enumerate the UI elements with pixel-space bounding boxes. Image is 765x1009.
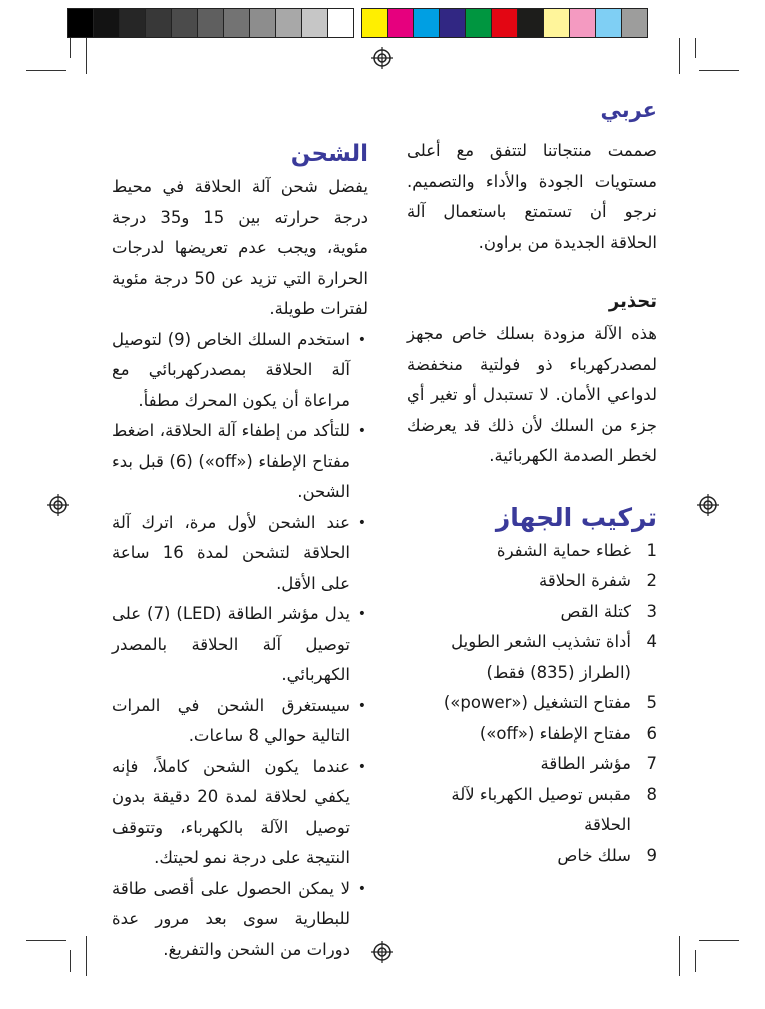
process-swatch (465, 8, 492, 38)
process-swatch (569, 8, 596, 38)
crop-mark (679, 936, 680, 976)
process-swatch (387, 8, 414, 38)
item-number: 8 (646, 784, 657, 804)
list-item (112, 416, 368, 508)
list-item (407, 749, 657, 780)
item-label: سلك خاص (557, 845, 631, 865)
process-swatch (621, 8, 648, 38)
bullet-text: للتأكد من إطفاء آلة الحلاقة، اضغط مفتاح الإطفاء («off») (6) قبل بدء الشحن. (112, 421, 351, 501)
process-swatch (361, 8, 388, 38)
crop-mark (699, 940, 739, 941)
list-item (407, 780, 657, 841)
item-number: 1 (646, 540, 657, 560)
crop-mark (86, 38, 87, 74)
bullet-icon: • (357, 758, 366, 775)
item-label: أداة تشذيب الشعر الطويل (الطراز (835) فقط) (451, 632, 631, 682)
parts-list (407, 536, 657, 872)
gray-swatch (275, 8, 302, 38)
item-label: غطاء حماية الشفرة (496, 540, 631, 560)
bullet-text: لا يمكن الحصول على أقصى طاقة للبطارية سوى بعد مرور عدة دورات من الشحن والتفريغ. (112, 878, 350, 959)
list-item (407, 719, 657, 750)
process-swatch (413, 8, 440, 38)
charging-bullets (112, 325, 368, 966)
list-item (112, 325, 368, 417)
gray-swatch (197, 8, 224, 38)
item-number: 9 (646, 845, 657, 865)
crop-mark (86, 936, 87, 976)
bullet-icon: • (357, 514, 366, 531)
warning-title: تحذير (608, 291, 657, 312)
registration-mark-icon (371, 47, 393, 69)
item-label: مفتاح التشغيل («power») (443, 693, 631, 712)
item-number: 2 (646, 571, 657, 590)
item-label: مقبس توصيل الكهرباء لآلة الحلاقة (451, 784, 631, 834)
gray-swatch (67, 8, 94, 38)
bullet-text: عند الشحن لأول مرة، اترك آلة الحلاقة لتشحن لمدة 16 ساعة على الأقل. (112, 512, 350, 593)
bullet-icon: • (357, 606, 366, 622)
item-number: 3 (646, 601, 657, 621)
crop-mark (70, 950, 71, 972)
process-swatch (595, 8, 622, 38)
list-item (112, 599, 368, 691)
crop-mark (26, 70, 66, 71)
gray-swatch (249, 8, 276, 38)
list-item (407, 566, 657, 597)
registration-mark-icon (697, 494, 719, 516)
list-item (407, 536, 657, 567)
color-calibration-bar (68, 8, 648, 38)
process-swatch (439, 8, 466, 38)
item-label: مفتاح الإطفاء («off») (479, 723, 631, 743)
right-column (407, 136, 657, 871)
item-number: 5 (646, 693, 657, 712)
crop-mark (70, 38, 71, 58)
bullet-icon: • (357, 423, 366, 439)
list-item (407, 627, 657, 688)
bullet-text: عندما يكون الشحن كاملاً، فإنه يكفي لحلاقة لمدة 20 دقيقة بدون توصيل الآلة بالكهرباء، وتتوقف النتيجة على درجة نمو لحيتك. (112, 756, 350, 867)
bullet-text: يدل مؤشر الطاقة (LED) (7) على توصيل آلة الحلاقة بالمصدر الكهربائي. (112, 604, 350, 684)
process-swatch (517, 8, 544, 38)
item-label: شفرة الحلاقة (538, 571, 631, 590)
item-number: 7 (646, 754, 657, 773)
list-item (112, 691, 368, 752)
gray-swatch (171, 8, 198, 38)
list-item (407, 597, 657, 628)
crop-mark (699, 70, 739, 71)
gray-swatch (145, 8, 172, 38)
process-swatch (543, 8, 570, 38)
language-label: عربي (600, 98, 657, 122)
registration-mark-icon (47, 494, 69, 516)
intro-text: صممت منتجاتنا لتتفق مع أعلى مستويات الجودة والأداء والتصميم. نرجو أن تستمتع باستعمال آلة الحلاقة الجديدة من براون. (407, 141, 657, 252)
list-item (112, 508, 368, 600)
bullet-text: استخدم السلك الخاص (9) لتوصيل آلة الحلاقة بمصدركهربائي مع مراعاة أن يكون المحرك مطفأ. (112, 329, 350, 410)
list-item (407, 841, 657, 872)
warning-text: هذه الآلة مزودة بسلك خاص مجهز لمصدركهرباء ذو فولتية منخفضة لدواعي الأمان. لا تستبدل أو تغير أي جزء من السلك لأن ذلك قد يعرضك لخطر الصدمة الكهربائية. (407, 324, 657, 465)
charging-title: الشحن (290, 141, 368, 167)
left-column (112, 136, 368, 965)
gray-swatch (301, 8, 328, 38)
crop-mark (26, 940, 66, 941)
item-number: 6 (646, 723, 657, 743)
process-swatch (491, 8, 518, 38)
gray-swatch (327, 8, 354, 38)
bullet-text: سيستغرق الشحن في المرات التالية حوالي 8 ساعات. (112, 695, 350, 745)
gray-swatch (119, 8, 146, 38)
charging-intro: يفضل شحن آلة الحلاقة في محيط درجة حرارته بين 15 و35 درجة مئوية، ويجب عدم تعريضها لدرجات الحرارة التي تزيد عن 50 درجة مئوية لفترات طويلة. (112, 177, 369, 318)
bullet-icon: • (357, 697, 366, 714)
registration-mark-icon (371, 941, 393, 963)
crop-mark (695, 950, 696, 972)
list-item (407, 688, 657, 719)
parts-title: تركيب الجهاز (495, 502, 657, 532)
list-item (112, 874, 368, 966)
item-number: 4 (646, 632, 657, 651)
gray-swatch (93, 8, 120, 38)
bullet-icon: • (357, 880, 366, 897)
list-item (112, 752, 368, 874)
gray-swatch (223, 8, 250, 38)
crop-mark (695, 38, 696, 58)
bullet-icon: • (357, 331, 366, 348)
crop-mark (679, 38, 680, 74)
item-label: كتلة القص (560, 601, 631, 621)
item-label: مؤشر الطاقة (540, 754, 631, 773)
